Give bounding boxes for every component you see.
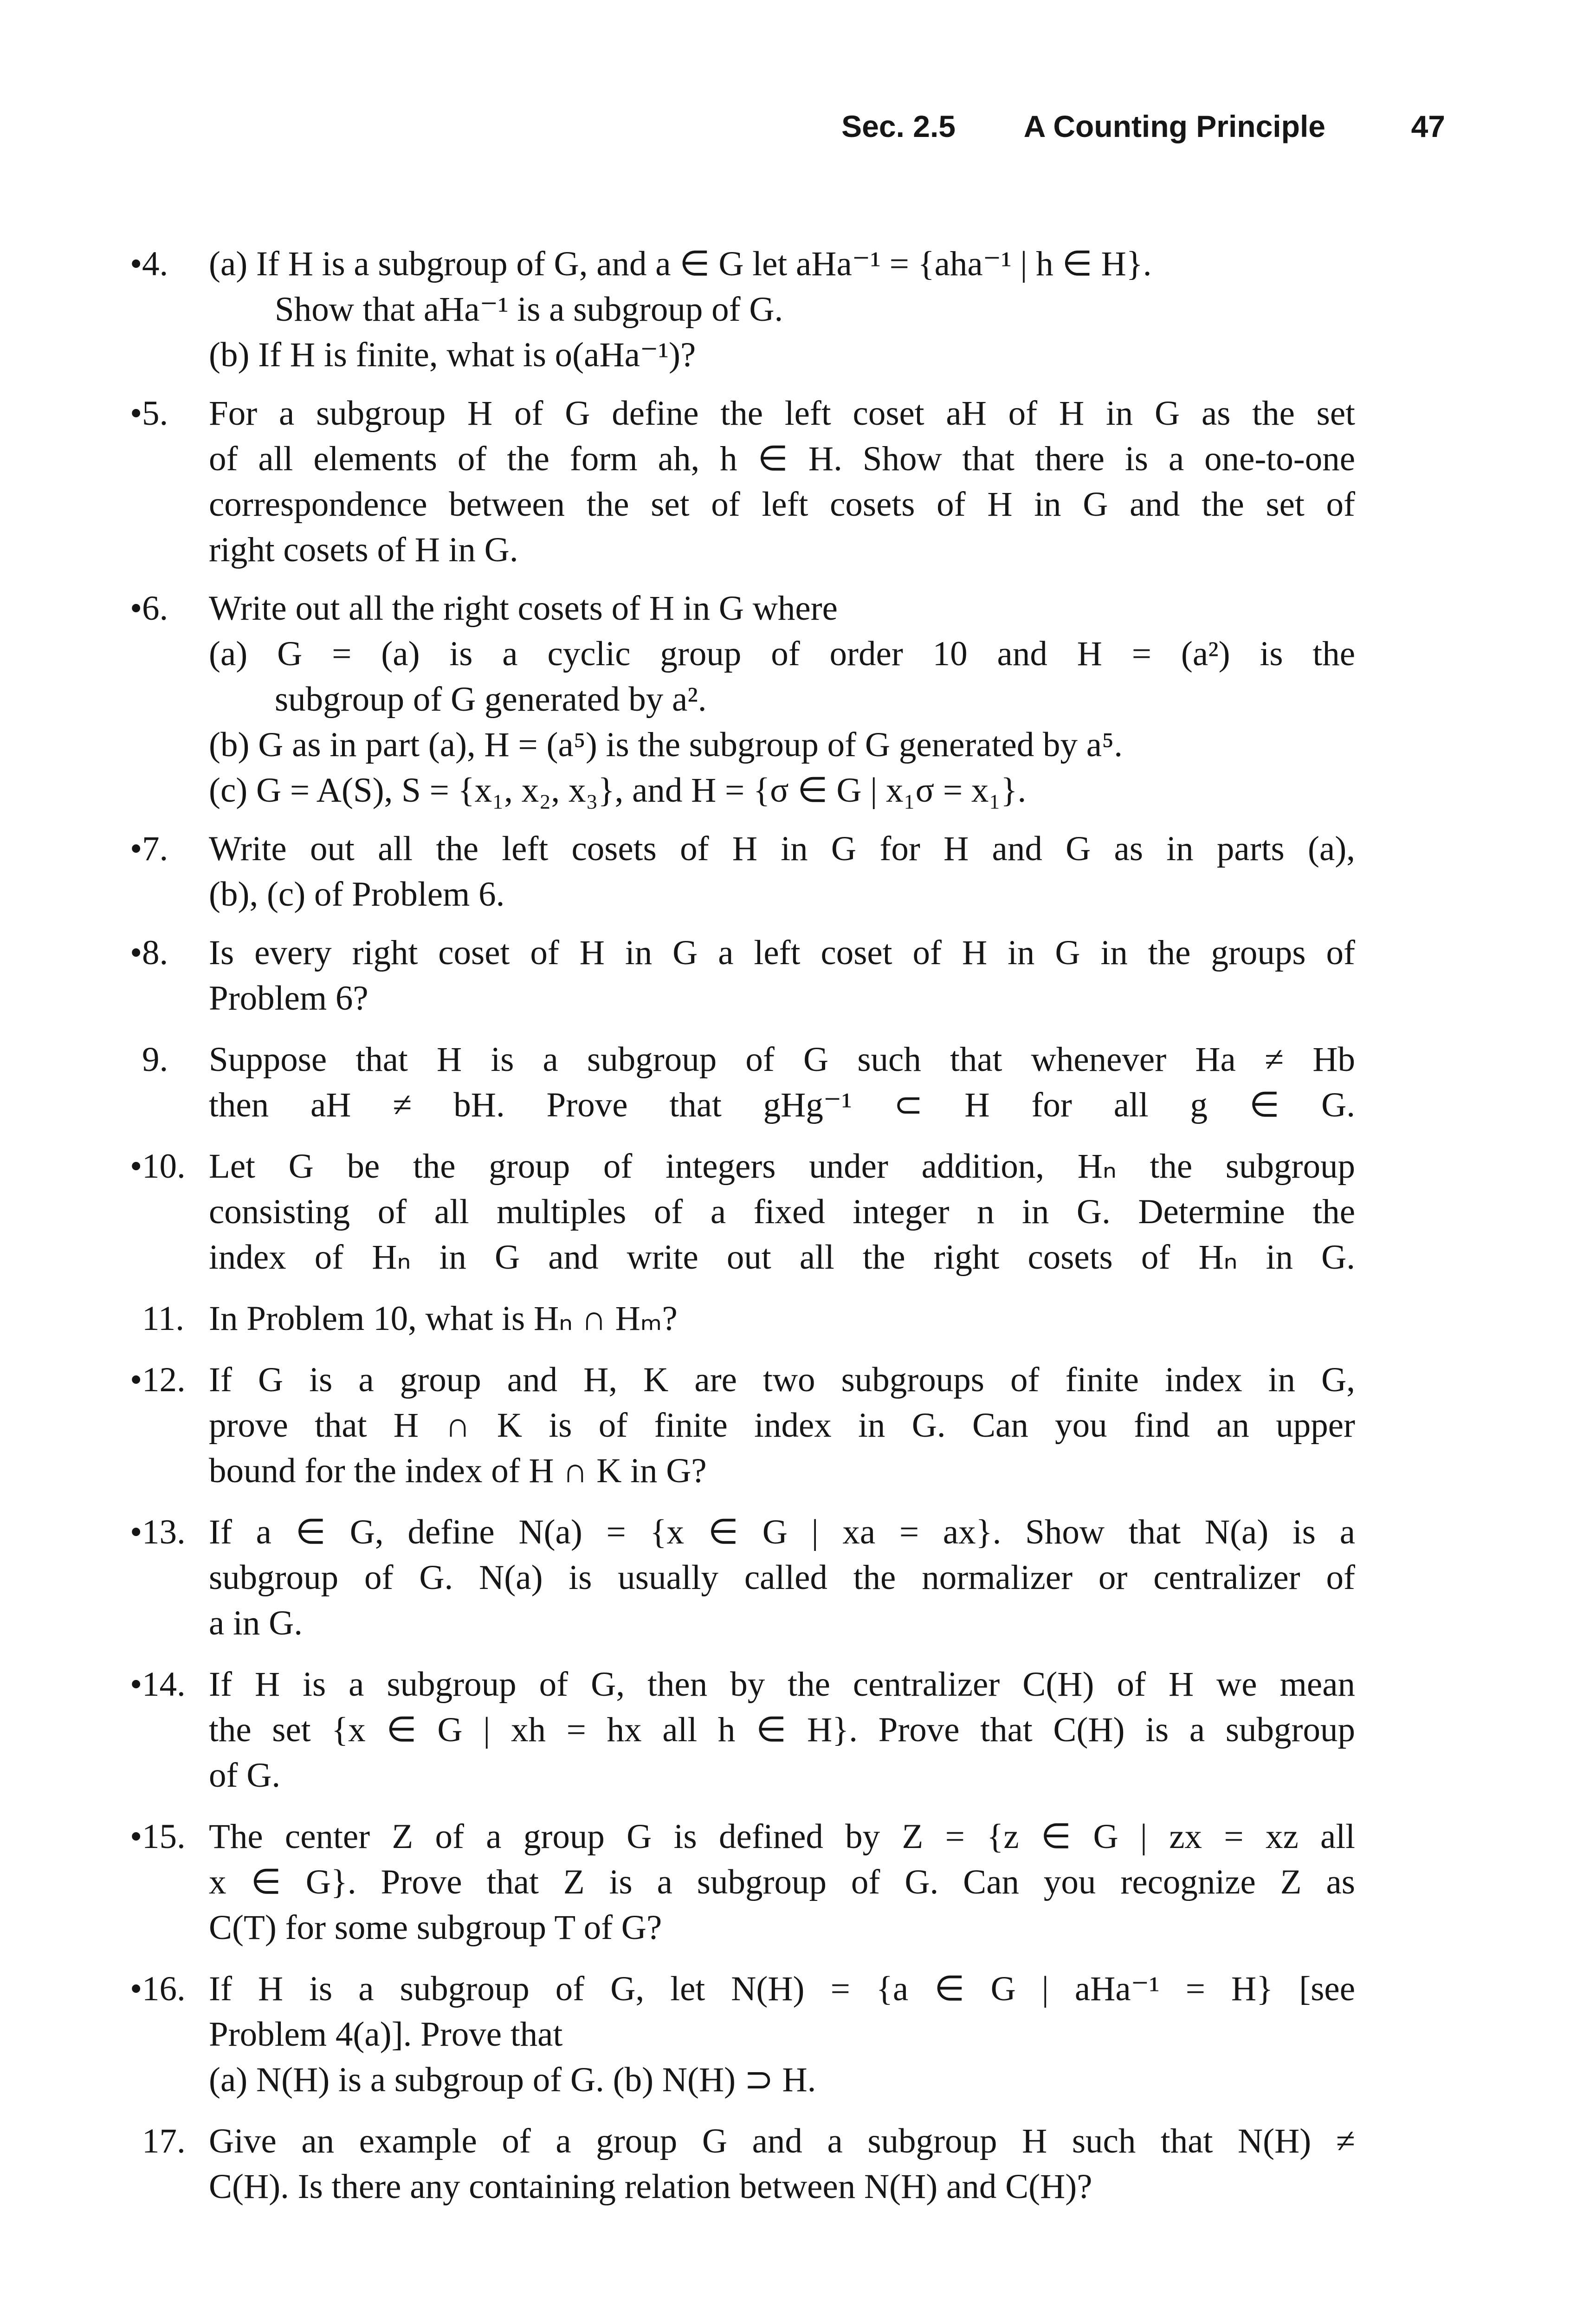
problem-number-text: 14. bbox=[142, 1665, 186, 1704]
problem-number bbox=[130, 391, 209, 436]
problem-line: The center Z of a group G is defined by Z = {z ∈ G | zx = xz all bbox=[209, 1817, 1355, 1856]
problem-number bbox=[130, 1144, 209, 1189]
section-title: A Counting Principle bbox=[1023, 109, 1325, 143]
problem-line: x ∈ G}. Prove that Z is a subgroup of G. Can you recognize Z as bbox=[209, 1863, 1355, 1901]
problem-item bbox=[130, 1510, 1355, 1646]
problem-line: Write out all the right cosets of H in G where bbox=[209, 589, 838, 628]
problem-line: Is every right coset of H in G a left coset of H in G in the groups of bbox=[209, 934, 1355, 972]
problem-line: the set {x ∈ G | xh = hx all h ∈ H}. Prove that C(H) is a subgroup bbox=[209, 1711, 1355, 1749]
problem-item bbox=[130, 586, 1355, 813]
problem-item bbox=[130, 391, 1355, 573]
problem-number-text: 15. bbox=[142, 1817, 186, 1856]
problem-item bbox=[130, 2119, 1355, 2210]
problem-line: If G is a group and H, K are two subgroups of finite index in G, bbox=[209, 1361, 1355, 1399]
star-marker: • bbox=[130, 1361, 142, 1399]
problem-line: of all elements of the form ah, h ∈ H. Show that there is a one-to-one bbox=[209, 440, 1355, 478]
problem-line: Suppose that H is a subgroup of G such that whenever Ha ≠ Hb bbox=[209, 1040, 1355, 1079]
problem-number-text: 4. bbox=[142, 245, 168, 283]
running-header bbox=[0, 103, 1596, 149]
star-marker: • bbox=[130, 589, 142, 628]
problem-number-text: 8. bbox=[142, 934, 168, 972]
problem-number bbox=[130, 586, 209, 631]
problem-line: (b), (c) of Problem 6. bbox=[209, 875, 505, 914]
star-marker: • bbox=[130, 830, 142, 868]
problem-line: C(H). Is there any containing relation between N(H) and C(H)? bbox=[209, 2167, 1092, 2206]
problem-number bbox=[130, 2119, 209, 2164]
problem-number bbox=[130, 1357, 209, 1403]
problem-number-text: 12. bbox=[142, 1361, 186, 1399]
page-number: 47 bbox=[1411, 109, 1445, 143]
problem-item bbox=[130, 1296, 1355, 1342]
problem-line: (b) G as in part (a), H = (a⁵) is the subgroup of G generated by a⁵. bbox=[209, 726, 1123, 764]
problem-line: C(T) for some subgroup T of G? bbox=[209, 1908, 662, 1947]
problem-number bbox=[130, 1296, 209, 1342]
star-marker: • bbox=[130, 1970, 142, 2008]
problem-item bbox=[130, 1814, 1355, 1951]
problem-line: Write out all the left cosets of H in G for H and G as in parts (a), bbox=[209, 830, 1355, 868]
problem-line: Show that aHa⁻¹ is a subgroup of G. bbox=[275, 290, 783, 329]
star-marker: • bbox=[130, 1513, 142, 1551]
problem-line: a in G. bbox=[209, 1604, 303, 1642]
problem-number bbox=[130, 1662, 209, 1707]
problem-line: bound for the index of H ∩ K in G? bbox=[209, 1452, 707, 1490]
problem-number-text: 11. bbox=[142, 1299, 184, 1338]
problem-item bbox=[130, 826, 1355, 917]
star-marker: • bbox=[130, 1665, 142, 1704]
problem-number bbox=[130, 241, 209, 287]
problem-number-text: 7. bbox=[142, 830, 168, 868]
problem-line: Give an example of a group G and a subgroup H such that N(H) ≠ bbox=[209, 2122, 1355, 2160]
problem-line: Problem 6? bbox=[209, 979, 368, 1018]
star-marker: • bbox=[130, 1147, 142, 1186]
star-marker: • bbox=[130, 1817, 142, 1856]
problem-line: For a subgroup H of G define the left coset aH of H in G as the set bbox=[209, 394, 1355, 433]
problem-line: (c) G = A(S), S = {x₁, x₂, x₃}, and H = {σ ∈ G | x₁σ = x₁}. bbox=[209, 771, 1027, 810]
star-marker: • bbox=[130, 245, 142, 283]
problem-line: (a) If H is a subgroup of G, and a ∈ G let aHa⁻¹ = {aha⁻¹ | h ∈ H}. bbox=[209, 245, 1152, 283]
problem-line: Let G be the group of integers under addition, Hₙ the subgroup bbox=[209, 1147, 1355, 1186]
problem-line: correspondence between the set of left cosets of H in G and the set of bbox=[209, 485, 1355, 524]
problem-number-text: 9. bbox=[142, 1040, 168, 1079]
problem-line: If a ∈ G, define N(a) = {x ∈ G | xa = ax}. Show that N(a) is a bbox=[209, 1513, 1355, 1551]
problem-line: subgroup of G generated by a². bbox=[275, 680, 707, 719]
problem-line: of G. bbox=[209, 1756, 281, 1795]
problem-number-text: 10. bbox=[142, 1147, 186, 1186]
problem-line: then aH ≠ bH. Prove that gHg⁻¹ ⊂ H for all g ∈ G. bbox=[209, 1086, 1355, 1124]
problem-line: prove that H ∩ K is of finite index in G. Can you find an upper bbox=[209, 1406, 1355, 1445]
problem-line: (a) N(H) is a subgroup of G. (b) N(H) ⊃ H. bbox=[209, 2061, 816, 2099]
problem-line: (b) If H is finite, what is o(aHa⁻¹)? bbox=[209, 336, 696, 374]
problem-item bbox=[130, 241, 1355, 378]
section-label: Sec. 2.5 bbox=[841, 109, 956, 143]
problem-item bbox=[130, 1966, 1355, 2103]
problem-number bbox=[130, 1037, 209, 1083]
problem-number-text: 16. bbox=[142, 1970, 186, 2008]
problem-number-text: 6. bbox=[142, 589, 168, 628]
problem-item bbox=[130, 1144, 1355, 1280]
problem-line: right cosets of H in G. bbox=[209, 531, 518, 569]
problem-number bbox=[130, 930, 209, 976]
problem-line: index of Hₙ in G and write out all the right cosets of Hₙ in G. bbox=[209, 1238, 1355, 1277]
problem-list bbox=[130, 241, 1355, 2210]
problem-number-text: 17. bbox=[142, 2122, 186, 2160]
problem-number bbox=[130, 1814, 209, 1860]
problem-item bbox=[130, 1357, 1355, 1494]
problem-item bbox=[130, 1037, 1355, 1128]
problem-line: If H is a subgroup of G, then by the centralizer C(H) of H we mean bbox=[209, 1665, 1355, 1704]
problem-number-text: 13. bbox=[142, 1513, 186, 1551]
problem-line: subgroup of G. N(a) is usually called the normalizer or centralizer of bbox=[209, 1558, 1355, 1597]
problem-line: If H is a subgroup of G, let N(H) = {a ∈ G | aHa⁻¹ = H} [see bbox=[209, 1970, 1355, 2008]
problem-number-text: 5. bbox=[142, 394, 168, 433]
problem-line: (a) G = (a) is a cyclic group of order 10 and H = (a²) is the bbox=[209, 635, 1355, 673]
problem-line: consisting of all multiples of a fixed integer n in G. Determine the bbox=[209, 1193, 1355, 1231]
problem-line: In Problem 10, what is Hₙ ∩ Hₘ? bbox=[209, 1299, 678, 1338]
problem-item bbox=[130, 930, 1355, 1021]
problem-number bbox=[130, 826, 209, 872]
star-marker: • bbox=[130, 934, 142, 972]
problem-number bbox=[130, 1966, 209, 2012]
star-marker: • bbox=[130, 394, 142, 433]
problem-number bbox=[130, 1510, 209, 1555]
problem-line: Problem 4(a)]. Prove that bbox=[209, 2015, 563, 2054]
problem-item bbox=[130, 1662, 1355, 1798]
